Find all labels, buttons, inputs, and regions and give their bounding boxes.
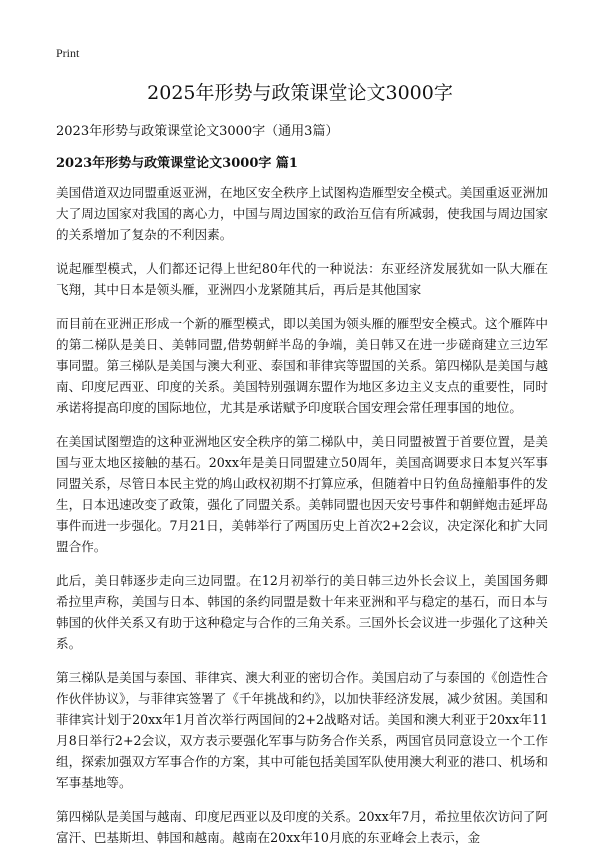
document-title: 2025年形势与政策课堂论文3000字 bbox=[147, 82, 453, 104]
document-subtitle: 2023年形势与政策课堂论文3000字（通用3篇） bbox=[56, 124, 339, 139]
document-body bbox=[56, 182, 548, 861]
paragraph-7: 第四梯队是美国与越南、印度尼西亚以及印度的关系。20xx年7月，希拉里依次访问了阿富汗、巴基斯坦、韩国和越南。越南在20xx年10月底的东亚峰会上表示，金 bbox=[56, 809, 548, 845]
paragraph-2: 说起雁型模式，人们都还记得上世纪80年代的一种说法：东亚经济发展犹如一队大雁在飞翔，其中日本是领头雁，亚洲四小龙紧随其后，再后是其他国家 bbox=[56, 261, 548, 297]
paragraph-3: 而目前在亚洲正形成一个新的雁型模式，即以美国为领头雁的雁型安全模式。这个雁阵中的第二梯队是美日、美韩同盟,借势朝鲜半岛的争端，美日韩又在进一步磋商建立三边军事同盟。第三梯队是美国与澳大利亚、泰国和菲律宾等盟国的关系。第四梯队是美国与越南、印度尼西亚、印度的关系。美国特别强调东盟作为地区多边主义支点的重要性，同时承诺将提高印度的国际地位，尤其是承诺赋予印度联合国安理会常任理事国的地位。 bbox=[56, 316, 548, 415]
paragraph-4: 在美国试图塑造的这种亚洲地区安全秩序的第二梯队中，美日同盟被置于首要位置，是美国与亚太地区接触的基石。20xx年是美日同盟建立50周年，美国高调要求日本复兴军事同盟关系，尽管日本民主党的鸠山政权初期不打算应承，但随着中日钓鱼岛撞船事件的发生，日本迅速改变了政策，强化了同盟关系。美韩同盟也因天安号事件和朝鲜炮击延坪岛事件而进一步强化。7月21日，美韩举行了两国历史上首次2+2会议，决定深化和扩大同盟合作。 bbox=[56, 434, 548, 554]
paragraph-1: 美国借道双边同盟重返亚洲，在地区安全秩序上试图构造雁型安全模式。美国重返亚洲加大了周边国家对我国的离心力，中国与周边国家的政治互信有所减弱，使我国与周边国家的关系增加了复杂的不利因素。 bbox=[56, 185, 548, 242]
paragraph-6: 第三梯队是美国与泰国、菲律宾、澳大利亚的密切合作。美国启动了与泰国的《创造性合作伙伴协议》，与菲律宾签署了《千年挑战和约》，以加快菲经济发展，减少贫困。美国和菲律宾计划于20xx年1月首次举行两国间的2+2战略对话。美国和澳大利亚于20xx年11月8日举行2+2会议，双方表示要强化军事与防务合作关系，两国官员同意设立一个工作组，探索加强双方军事合作的方案，其中可能包括美国军队使用澳大利亚的港口、机场和军事基地等。 bbox=[56, 670, 548, 790]
section-heading: 2023年形势与政策课堂论文3000字 篇1 bbox=[56, 156, 298, 171]
paragraph-5: 此后，美日韩逐步走向三边同盟。在12月初举行的美日韩三边外长会议上，美国国务卿希拉里声称，美国与日本、韩国的条约同盟是数十年来亚洲和平与稳定的基石，而日本与韩国的伙伴关系又有助于这种稳定与合作的三角关系。三国外长会议进一步强化了这种关系。 bbox=[56, 573, 548, 651]
print-label: Print bbox=[56, 46, 80, 60]
